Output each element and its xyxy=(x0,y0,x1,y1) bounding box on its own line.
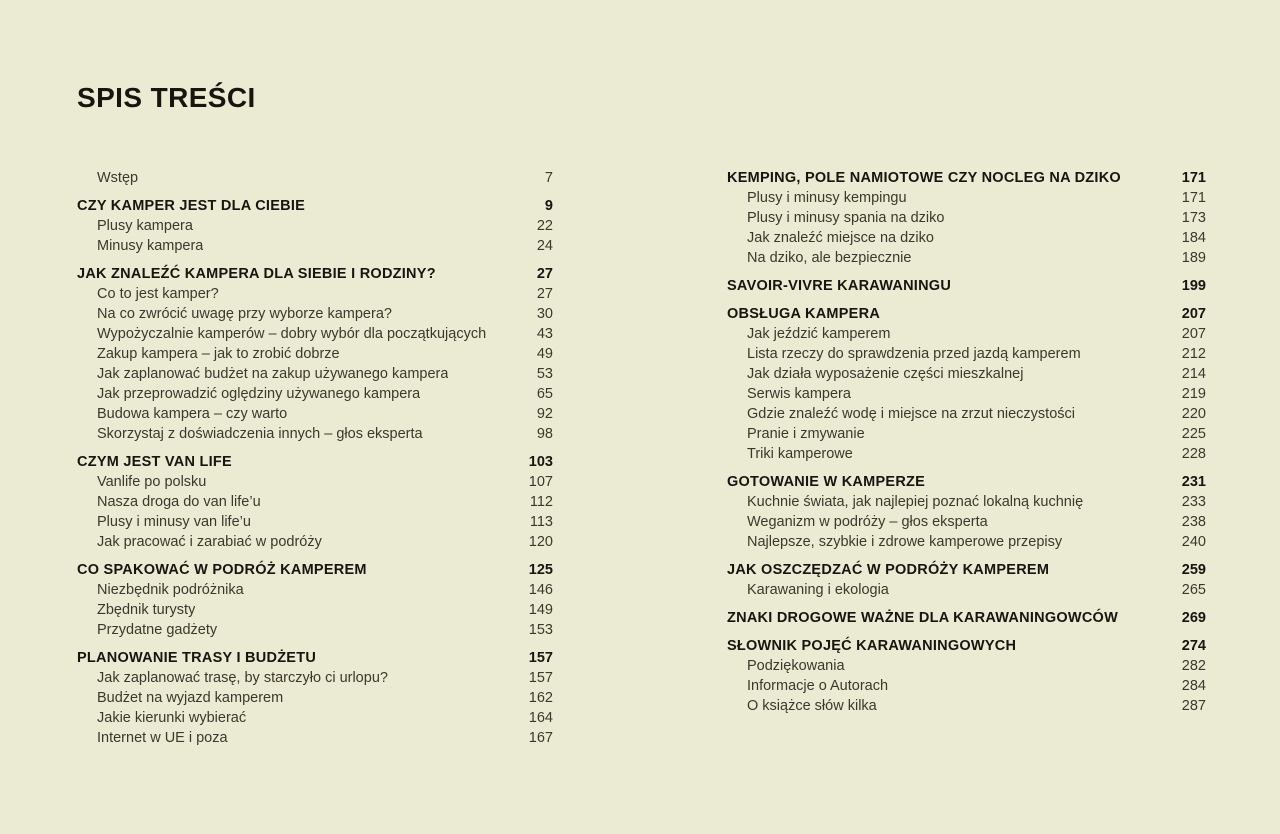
toc-page-number: 240 xyxy=(1181,534,1206,550)
toc-entry-row[interactable] xyxy=(77,472,553,492)
toc-section-row[interactable] xyxy=(77,452,553,472)
toc-entry-label: Na dziko, ale bezpiecznie xyxy=(747,250,912,266)
toc-page-number: 173 xyxy=(1181,210,1206,226)
toc-section-label: ZNAKI DROGOWE WAŻNE DLA KARAWANINGOWCÓW xyxy=(727,610,1119,626)
toc-page-number: 43 xyxy=(536,326,553,342)
toc-page-number: 269 xyxy=(1181,610,1206,626)
toc-entry-row[interactable] xyxy=(77,404,553,424)
toc-page-number: 184 xyxy=(1181,230,1206,246)
toc-page-number: 103 xyxy=(528,454,553,470)
toc-page-number: 171 xyxy=(1181,190,1206,206)
toc-entry-row[interactable] xyxy=(727,344,1206,364)
toc-entry-label: Zakup kampera – jak to zrobić dobrze xyxy=(97,346,340,362)
toc-page-number: 27 xyxy=(536,266,553,282)
toc-entry-label: Jak zaplanować budżet na zakup używanego kampera xyxy=(97,366,449,382)
toc-page-number: 265 xyxy=(1181,582,1206,598)
toc-column-right xyxy=(727,168,1206,716)
toc-page-number: 112 xyxy=(529,494,553,510)
toc-entry-row[interactable] xyxy=(77,364,553,384)
toc-entry-row[interactable] xyxy=(727,248,1206,268)
toc-page-number: 167 xyxy=(528,730,553,746)
toc-page-number: 214 xyxy=(1181,366,1206,382)
toc-page-number: 120 xyxy=(528,534,553,550)
toc-page-number: 125 xyxy=(528,562,553,578)
toc-page-number: 157 xyxy=(528,670,553,686)
toc-section-row[interactable] xyxy=(727,636,1206,656)
toc-entry-label: Na co zwrócić uwagę przy wyborze kampera? xyxy=(97,306,392,322)
toc-entry-label: Internet w UE i poza xyxy=(97,730,228,746)
toc-entry-label: Jak przeprowadzić oględziny używanego kampera xyxy=(97,386,421,402)
toc-entry-row[interactable] xyxy=(727,492,1206,512)
toc-entry-label: Wypożyczalnie kamperów – dobry wybór dla początkujących xyxy=(97,326,487,342)
toc-page-number: 162 xyxy=(528,690,553,706)
toc-page-number: 171 xyxy=(1181,170,1206,186)
toc-entry-label: Triki kamperowe xyxy=(747,446,853,462)
toc-section-label: PLANOWANIE TRASY I BUDŻETU xyxy=(77,650,317,666)
toc-entry-row[interactable] xyxy=(77,580,553,600)
toc-section-label: CO SPAKOWAĆ W PODRÓŻ KAMPEREM xyxy=(77,562,367,578)
toc-entry-label: Najlepsze, szybkie i zdrowe kamperowe przepisy xyxy=(747,534,1063,550)
toc-entry-label: Pranie i zmywanie xyxy=(747,426,865,442)
toc-entry-row[interactable] xyxy=(77,492,553,512)
toc-page-number: 231 xyxy=(1181,474,1206,490)
toc-section-row[interactable] xyxy=(77,560,553,580)
toc-page-number: 274 xyxy=(1181,638,1206,654)
toc-entry-row[interactable] xyxy=(727,384,1206,404)
toc-section-label: KEMPING, POLE NAMIOTOWE CZY NOCLEG NA DZIKO xyxy=(727,170,1121,186)
toc-entry-label: Kuchnie świata, jak najlepiej poznać lokalną kuchnię xyxy=(747,494,1084,510)
toc-page-number: 199 xyxy=(1181,278,1206,294)
toc-entry-label: Przydatne gadżety xyxy=(97,622,218,638)
toc-entry-row[interactable] xyxy=(77,384,553,404)
toc-entry-row[interactable] xyxy=(77,512,553,532)
toc-section-row[interactable] xyxy=(727,608,1206,628)
toc-page-number: 233 xyxy=(1181,494,1206,510)
toc-entry-row[interactable] xyxy=(727,532,1206,552)
toc-page-number: 24 xyxy=(536,238,553,254)
toc-entry-label: Gdzie znaleźć wodę i miejsce na zrzut nieczystości xyxy=(747,406,1075,422)
toc-page-number: 22 xyxy=(536,218,553,234)
toc-page-number: 287 xyxy=(1181,698,1206,714)
toc-entry-row[interactable] xyxy=(77,284,553,304)
toc-entry-row[interactable] xyxy=(727,676,1206,696)
toc-entry-label: Co to jest kamper? xyxy=(97,286,219,302)
toc-page-number: 146 xyxy=(528,582,553,598)
toc-entry-label: Weganizm w podróży – głos eksperta xyxy=(747,514,988,530)
toc-entry-row[interactable] xyxy=(77,168,553,188)
toc-entry-label: Plusy i minusy kempingu xyxy=(747,190,907,206)
toc-entry-row[interactable] xyxy=(77,708,553,728)
toc-entry-row[interactable] xyxy=(77,668,553,688)
toc-section-row[interactable] xyxy=(77,264,553,284)
toc-entry-row[interactable] xyxy=(727,208,1206,228)
toc-entry-label: Vanlife po polsku xyxy=(97,474,207,490)
toc-entry-row[interactable] xyxy=(727,444,1206,464)
toc-section-row[interactable] xyxy=(727,472,1206,492)
toc-list-left xyxy=(77,168,553,748)
toc-entry-row[interactable] xyxy=(77,728,553,748)
toc-entry-row[interactable] xyxy=(727,324,1206,344)
toc-page-number: 207 xyxy=(1181,306,1206,322)
toc-page-number: 259 xyxy=(1181,562,1206,578)
toc-entry-label: Minusy kampera xyxy=(97,238,204,254)
toc-entry-row[interactable] xyxy=(77,216,553,236)
toc-section-row[interactable] xyxy=(77,196,553,216)
toc-entry-row[interactable] xyxy=(727,696,1206,716)
toc-entry-row[interactable] xyxy=(77,532,553,552)
toc-page-number: 207 xyxy=(1181,326,1206,342)
toc-entry-label: Zbędnik turysty xyxy=(97,602,196,618)
toc-section-label: JAK OSZCZĘDZAĆ W PODRÓŻY KAMPEREM xyxy=(727,562,1050,578)
toc-entry-label: Skorzystaj z doświadczenia innych – głos eksperta xyxy=(97,426,423,442)
toc-entry-row[interactable] xyxy=(727,580,1206,600)
page-title: SPIS TREŚCI xyxy=(77,82,256,113)
toc-section-row[interactable] xyxy=(727,560,1206,580)
toc-page-number: 189 xyxy=(1181,250,1206,266)
toc-section-label: CZY KAMPER JEST DLA CIEBIE xyxy=(77,198,306,214)
toc-page-number: 228 xyxy=(1181,446,1206,462)
toc-entry-label: Jak działa wyposażenie części mieszkalnej xyxy=(747,366,1024,382)
toc-entry-label: Jak pracować i zarabiać w podróży xyxy=(97,534,322,550)
toc-entry-row[interactable] xyxy=(727,188,1206,208)
toc-entry-label: Jak jeździć kamperem xyxy=(747,326,891,342)
toc-page-number: 98 xyxy=(536,426,553,442)
toc-entry-label: Wstęp xyxy=(97,170,139,186)
toc-page-number: 27 xyxy=(536,286,553,302)
toc-entry-label: Lista rzeczy do sprawdzenia przed jazdą kamperem xyxy=(747,346,1081,362)
toc-section-label: SŁOWNIK POJĘĆ KARAWANINGOWYCH xyxy=(727,638,1017,654)
toc-page-number: 7 xyxy=(544,170,553,186)
toc-entry-label: Budowa kampera – czy warto xyxy=(97,406,288,422)
toc-page-number: 153 xyxy=(528,622,553,638)
toc-entry-label: Plusy i minusy spania na dziko xyxy=(747,210,945,226)
toc-entry-row[interactable] xyxy=(727,364,1206,384)
toc-page-number: 53 xyxy=(536,366,553,382)
toc-entry-row[interactable] xyxy=(727,656,1206,676)
toc-page-number: 149 xyxy=(528,602,553,618)
toc-entry-row[interactable] xyxy=(77,688,553,708)
toc-entry-label: Jak zaplanować trasę, by starczyło ci urlopu? xyxy=(97,670,388,686)
toc-page-number: 107 xyxy=(528,474,553,490)
toc-entry-row[interactable] xyxy=(727,228,1206,248)
toc-page-number: 282 xyxy=(1181,658,1206,674)
toc-section-row[interactable] xyxy=(727,168,1206,188)
toc-page-number: 49 xyxy=(536,346,553,362)
toc-entry-row[interactable] xyxy=(77,236,553,256)
toc-page-number: 113 xyxy=(529,514,553,530)
toc-entry-label: Jakie kierunki wybierać xyxy=(97,710,247,726)
toc-entry-row[interactable] xyxy=(77,304,553,324)
toc-entry-row[interactable] xyxy=(77,324,553,344)
toc-section-row[interactable] xyxy=(727,304,1206,324)
toc-page-number: 9 xyxy=(544,198,553,214)
toc-page-number: 30 xyxy=(536,306,553,322)
toc-entry-label: Jak znaleźć miejsce na dziko xyxy=(747,230,934,246)
toc-section-row[interactable] xyxy=(77,648,553,668)
toc-entry-row[interactable] xyxy=(77,424,553,444)
toc-section-label: SAVOIR-VIVRE KARAWANINGU xyxy=(727,278,952,294)
toc-section-label: GOTOWANIE W KAMPERZE xyxy=(727,474,926,490)
toc-entry-row[interactable] xyxy=(727,424,1206,444)
toc-entry-row[interactable] xyxy=(727,404,1206,424)
toc-page-number: 92 xyxy=(536,406,553,422)
toc-entry-label: Plusy kampera xyxy=(97,218,193,234)
toc-entry-row[interactable] xyxy=(77,344,553,364)
toc-page-number: 238 xyxy=(1181,514,1206,530)
toc-entry-label: Niezbędnik podróżnika xyxy=(97,582,244,598)
toc-entry-label: Podziękowania xyxy=(747,658,845,674)
toc-entry-label: Serwis kampera xyxy=(747,386,851,402)
toc-entry-label: Informacje o Autorach xyxy=(747,678,889,694)
toc-entry-label: O książce słów kilka xyxy=(747,698,877,714)
toc-page-number: 284 xyxy=(1181,678,1206,694)
toc-entry-label: Karawaning i ekologia xyxy=(747,582,889,598)
toc-page-number: 164 xyxy=(528,710,553,726)
toc-page-number: 219 xyxy=(1181,386,1206,402)
toc-entry-row[interactable] xyxy=(77,620,553,640)
toc-section-label: CZYM JEST VAN LIFE xyxy=(77,454,232,470)
toc-section-row[interactable] xyxy=(727,276,1206,296)
toc-list-right xyxy=(727,168,1206,716)
toc-column-left xyxy=(77,168,553,748)
toc-page-number: 225 xyxy=(1181,426,1206,442)
toc-entry-label: Nasza droga do van life’u xyxy=(97,494,261,510)
toc-entry-row[interactable] xyxy=(727,512,1206,532)
toc-page-number: 220 xyxy=(1181,406,1206,422)
toc-entry-row[interactable] xyxy=(77,600,553,620)
toc-page-number: 212 xyxy=(1181,346,1206,362)
toc-page-number: 65 xyxy=(536,386,553,402)
toc-section-label: OBSŁUGA KAMPERA xyxy=(727,306,881,322)
toc-entry-label: Plusy i minusy van life’u xyxy=(97,514,251,530)
toc-section-label: JAK ZNALEŹĆ KAMPERA DLA SIEBIE I RODZINY? xyxy=(77,266,436,282)
toc-page-number: 157 xyxy=(528,650,553,666)
toc-entry-label: Budżet na wyjazd kamperem xyxy=(97,690,284,706)
